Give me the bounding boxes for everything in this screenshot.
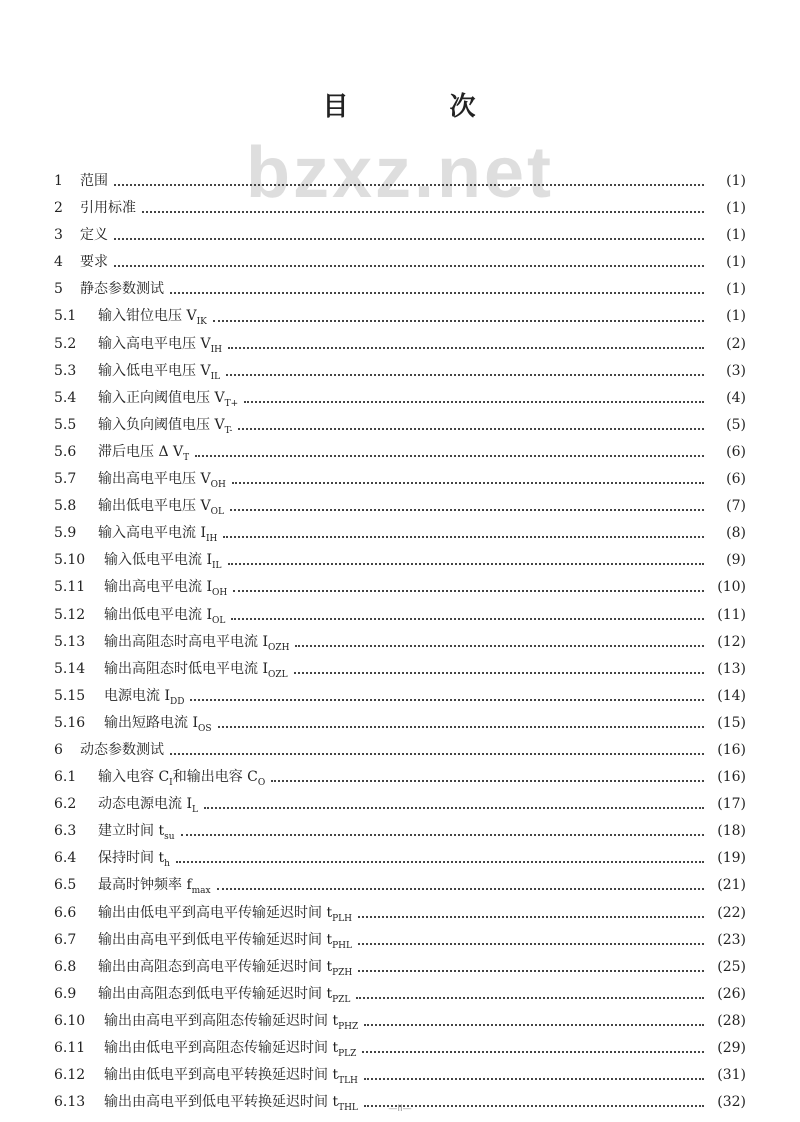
toc-entry-label: 静态参数测试 xyxy=(80,281,164,298)
toc-entry-label: 动态电源电流 $I_L$ xyxy=(98,796,198,815)
toc-dot-leader xyxy=(356,996,704,999)
toc-entry-page: (15) xyxy=(717,714,746,731)
toc-entry[interactable] xyxy=(54,493,746,520)
toc-entry-page: (1) xyxy=(726,200,746,217)
toc-entry[interactable] xyxy=(54,385,746,412)
toc-entry[interactable] xyxy=(54,981,746,1008)
toc-entry-label: 输出由高电平到高阻态传输延迟时间 $t_{PHZ}$ xyxy=(104,1012,359,1032)
toc-dot-leader xyxy=(271,779,704,782)
toc-entry-number: 5.10 xyxy=(54,552,86,569)
toc-entry-label: 定义 xyxy=(80,227,108,244)
toc-dot-leader xyxy=(358,969,704,972)
toc-entry-page: (1) xyxy=(726,173,746,189)
toc-dot-leader xyxy=(295,644,704,647)
toc-entry-number: 5.6 xyxy=(54,443,77,460)
toc-entry-page: (16) xyxy=(717,741,746,758)
toc-dot-leader xyxy=(176,860,704,863)
toc-entry-number: 5.2 xyxy=(54,335,77,352)
toc-entry-page: (9) xyxy=(726,552,746,569)
toc-entry[interactable] xyxy=(54,602,746,629)
toc-entry-number: 5.13 xyxy=(54,633,86,650)
toc-dot-leader xyxy=(358,915,704,918)
toc-entry-number: 6.1 xyxy=(54,769,77,786)
toc-entry-page: (21) xyxy=(717,877,746,894)
toc-entry-number: 5.4 xyxy=(54,389,77,406)
toc-entry-page: (16) xyxy=(717,769,746,786)
table-of-contents xyxy=(54,168,746,1116)
toc-entry-number: 6.9 xyxy=(54,985,77,1002)
toc-entry[interactable] xyxy=(54,900,746,927)
toc-entry[interactable] xyxy=(54,927,746,954)
toc-entry-page: (14) xyxy=(717,687,746,704)
toc-entry-label: 输入低电平电流 $I_{IL}$ xyxy=(104,552,222,572)
toc-entry[interactable] xyxy=(54,1062,746,1089)
title-char-2: 次 xyxy=(449,92,478,122)
toc-entry-label: 引用标准 xyxy=(80,200,136,217)
toc-entry-page: (31) xyxy=(717,1067,746,1084)
toc-entry[interactable] xyxy=(54,872,746,899)
toc-entry-label: 要求 xyxy=(80,254,108,271)
toc-entry-page: (28) xyxy=(717,1012,746,1029)
toc-entry[interactable] xyxy=(54,1035,746,1062)
toc-entry[interactable] xyxy=(54,764,746,791)
toc-entry-label: 输入正向阈值电压 $V_{T+}$ xyxy=(98,389,239,409)
toc-entry[interactable] xyxy=(54,168,746,195)
toc-dot-leader xyxy=(244,400,704,403)
toc-entry-page: (7) xyxy=(726,498,746,515)
toc-entry[interactable] xyxy=(54,358,746,385)
toc-entry-number: 3 xyxy=(54,227,63,244)
toc-dot-leader xyxy=(228,346,704,349)
toc-entry[interactable] xyxy=(54,303,746,330)
toc-entry-label: 输入高电平电流 $I_{IH}$ xyxy=(98,525,218,545)
toc-entry-number: 5.12 xyxy=(54,606,86,623)
toc-entry-page: (19) xyxy=(717,850,746,867)
toc-entry[interactable] xyxy=(54,547,746,574)
toc-entry-page: (12) xyxy=(717,633,746,650)
toc-dot-leader xyxy=(170,291,704,294)
toc-entry-label: 输出由高电平到低电平转换延迟时间 $t_{THL}$ xyxy=(104,1094,358,1113)
toc-entry-label: 输出高电平电压 $V_{OH}$ xyxy=(98,471,226,490)
toc-entry-number: 6 xyxy=(54,741,63,758)
toc-entry[interactable] xyxy=(54,574,746,601)
toc-dot-leader xyxy=(181,833,705,836)
toc-entry-number: 6.4 xyxy=(54,850,77,867)
toc-entry-page: (3) xyxy=(726,362,746,379)
toc-dot-leader xyxy=(114,237,704,240)
toc-entry-page: (5) xyxy=(726,416,746,433)
toc-entry[interactable] xyxy=(54,954,746,981)
toc-entry-page: (29) xyxy=(717,1040,746,1056)
toc-dot-leader xyxy=(364,1077,704,1080)
toc-entry-number: 6.8 xyxy=(54,958,77,975)
toc-dot-leader xyxy=(114,183,704,186)
toc-entry-number: 6.13 xyxy=(54,1094,86,1111)
toc-entry-number: 5.16 xyxy=(54,714,86,731)
toc-entry-number: 6.11 xyxy=(54,1040,86,1056)
toc-dot-leader xyxy=(231,617,704,620)
toc-entry-page: (13) xyxy=(717,660,746,677)
toc-entry[interactable] xyxy=(54,656,746,683)
toc-dot-leader xyxy=(170,752,704,755)
toc-entry-label: 输出由低电平到高阻态传输延迟时间 $t_{PLZ}$ xyxy=(104,1040,357,1059)
toc-entry-number: 5.9 xyxy=(54,525,77,542)
toc-entry-page: (10) xyxy=(717,579,746,596)
watermark: bzxz.net xyxy=(245,133,555,213)
toc-dot-leader xyxy=(142,210,704,213)
toc-entry-number: 6.10 xyxy=(54,1012,86,1029)
toc-entry-page: (25) xyxy=(717,958,746,975)
toc-dot-leader xyxy=(228,562,704,565)
toc-entry-number: 6.5 xyxy=(54,877,77,894)
toc-entry-page: (4) xyxy=(726,389,746,406)
toc-dot-leader xyxy=(364,1023,704,1026)
toc-entry-label: 最高时钟频率 $f_{max}$ xyxy=(98,877,211,897)
toc-entry-label: 范围 xyxy=(80,173,108,189)
toc-entry-page: (22) xyxy=(717,904,746,921)
toc-entry-page: (1) xyxy=(726,227,746,244)
toc-dot-leader xyxy=(217,887,704,890)
toc-entry[interactable] xyxy=(54,791,746,818)
toc-entry-number: 5.1 xyxy=(54,308,77,325)
toc-entry-page: (23) xyxy=(717,931,746,948)
toc-entry-label: 输出由高阻态到高电平传输延迟时间 $t_{PZH}$ xyxy=(98,958,353,978)
toc-entry-page: (6) xyxy=(726,471,746,488)
toc-entry-number: 6.7 xyxy=(54,931,77,948)
toc-entry-page: (1) xyxy=(726,308,746,325)
toc-entry-label: 输入低电平电压 $V_{IL}$ xyxy=(98,362,221,382)
toc-entry-number: 2 xyxy=(54,200,63,217)
toc-entry[interactable] xyxy=(54,412,746,439)
toc-dot-leader xyxy=(294,671,704,674)
toc-entry-number: 6.12 xyxy=(54,1067,86,1084)
toc-entry-page: (18) xyxy=(717,823,746,840)
toc-entry-number: 5.3 xyxy=(54,362,77,379)
toc-entry-label: 保持时间 $t_h$ xyxy=(98,850,170,870)
toc-entry[interactable] xyxy=(54,845,746,872)
toc-dot-leader xyxy=(223,535,704,538)
toc-entry-number: 5.5 xyxy=(54,416,77,433)
toc-entry-number: 5.15 xyxy=(54,687,86,704)
toc-entry-label: 输出由高电平到低电平传输延迟时间 $t_{PHL}$ xyxy=(98,931,352,951)
toc-dot-leader xyxy=(218,725,704,728)
toc-dot-leader xyxy=(195,454,704,457)
toc-entry[interactable] xyxy=(54,195,746,222)
toc-entry-number: 5.8 xyxy=(54,498,77,515)
toc-entry-page: (2) xyxy=(726,335,746,352)
toc-entry-label: 滞后电压 Δ $V_T$ xyxy=(98,443,190,463)
toc-entry-number: 6.2 xyxy=(54,796,77,813)
toc-entry-label: 输出低电平电流 $I_{OL}$ xyxy=(104,606,226,626)
toc-entry-number: 4 xyxy=(54,254,63,271)
toc-entry-page: (11) xyxy=(717,606,746,623)
toc-entry-label: 输出高阻态时低电平电流 $I_{OZL}$ xyxy=(104,660,288,680)
toc-dot-leader xyxy=(230,508,704,511)
toc-entry-page: (8) xyxy=(726,525,746,542)
toc-entry-label: 输入高电平电压 $V_{IH}$ xyxy=(98,335,222,355)
toc-dot-leader xyxy=(358,942,704,945)
toc-dot-leader xyxy=(114,264,704,267)
toc-entry-page: (1) xyxy=(726,254,746,271)
toc-entry-number: 5.7 xyxy=(54,471,77,488)
toc-entry[interactable] xyxy=(54,818,746,845)
toc-dot-leader xyxy=(232,481,704,484)
toc-entry-label: 输出由高阻态到低电平传输延迟时间 $t_{PZL}$ xyxy=(98,985,351,1005)
page-footer: —II— xyxy=(388,1104,412,1114)
toc-entry[interactable] xyxy=(54,629,746,656)
toc-entry-number: 6.3 xyxy=(54,823,77,840)
toc-entry-page: (32) xyxy=(717,1094,746,1111)
toc-entry-number: 1 xyxy=(54,173,63,189)
toc-dot-leader xyxy=(204,806,704,809)
toc-entry[interactable] xyxy=(54,466,746,493)
title-char-1: 目 xyxy=(322,92,351,122)
toc-entry-number: 5.14 xyxy=(54,660,86,677)
toc-dot-leader xyxy=(362,1050,704,1053)
toc-entry-page: (17) xyxy=(717,796,746,813)
toc-entry-label: 电源电流 $I_{DD}$ xyxy=(104,687,185,707)
toc-entry[interactable] xyxy=(54,331,746,358)
toc-dot-leader xyxy=(226,373,704,376)
toc-entry-number: 5 xyxy=(54,281,63,298)
toc-entry-label: 输出高电平电流 $I_{OH}$ xyxy=(104,579,228,599)
toc-dot-leader xyxy=(233,589,704,592)
toc-entry[interactable] xyxy=(54,222,746,249)
toc-entry[interactable] xyxy=(54,439,746,466)
toc-entry-label: 输出由低电平到高电平转换延迟时间 $t_{TLH}$ xyxy=(104,1067,358,1086)
toc-entry[interactable] xyxy=(54,276,746,303)
toc-dot-leader xyxy=(213,319,704,322)
toc-entry-page: (1) xyxy=(726,281,746,298)
toc-entry-label: 输出低电平电压 $V_{OL}$ xyxy=(98,498,224,517)
toc-entry-label: 输出高阻态时高电平电流 $I_{OZH}$ xyxy=(104,633,290,653)
toc-entry-label: 输入钳位电压 $V_{IK}$ xyxy=(98,308,207,328)
toc-dot-leader xyxy=(190,698,704,701)
toc-entry-page: (26) xyxy=(717,985,746,1002)
toc-entry[interactable] xyxy=(54,683,746,710)
toc-entry-label: 输出由低电平到高电平传输延迟时间 $t_{PLH}$ xyxy=(98,904,352,924)
toc-entry[interactable] xyxy=(54,737,746,764)
toc-entry-label: 建立时间 $t_{su}$ xyxy=(98,823,175,843)
toc-entry[interactable] xyxy=(54,710,746,737)
toc-entry-page: (6) xyxy=(726,443,746,460)
toc-entry-label: 动态参数测试 xyxy=(80,741,164,758)
toc-entry-label: 输入电容 $C_I$和输出电容 $C_O$ xyxy=(98,769,266,788)
toc-entry-number: 5.11 xyxy=(54,579,86,596)
toc-entry[interactable] xyxy=(54,520,746,547)
toc-entry-label: 输出短路电流 $I_{OS}$ xyxy=(104,714,212,734)
toc-entry[interactable] xyxy=(54,1008,746,1035)
page-title xyxy=(0,86,800,123)
toc-entry-label: 输入负向阈值电压 $V_{T-}$ xyxy=(98,416,233,436)
toc-dot-leader xyxy=(238,427,704,430)
toc-entry-number: 6.6 xyxy=(54,904,77,921)
toc-entry[interactable] xyxy=(54,249,746,276)
